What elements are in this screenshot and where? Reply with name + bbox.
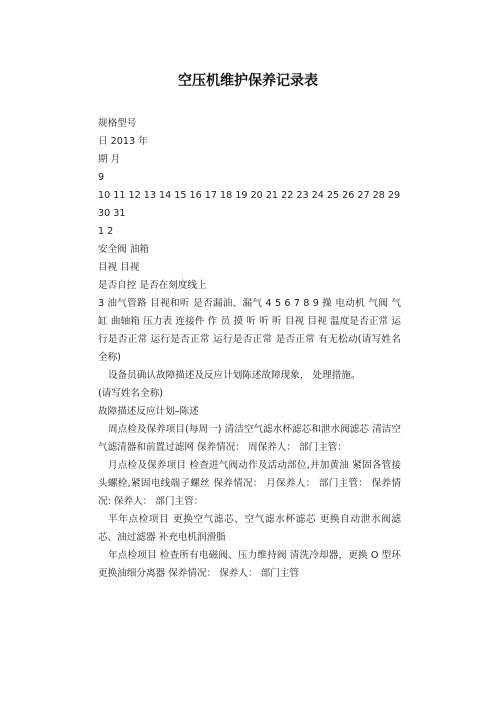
line-fault-description: 故障描述反应计划–陈述 [98, 406, 199, 417]
line-method-visual: 目视 目视 [98, 262, 140, 273]
line-annual-inspection: 年点检项目 检查所有电磁阀、压力维持阀 清洗冷却器，更换 O 型环 更换油细分离器 保养情况： 保养人： 部门主管 [98, 550, 401, 579]
line-equipment-confirm: 设备员确认故障描述及反应计划陈述故障现象， 处理措施。 [108, 370, 361, 381]
line-criteria: 是否自控 是否在刻度线上 [98, 280, 207, 291]
line-days-10-31: 10 11 12 13 14 15 16 17 18 19 20 21 22 23 24 25 26 27 28 29 30 31 [98, 190, 401, 219]
line-full-name-note: (请写姓名全称) [98, 388, 164, 399]
line-inspection-items: 3 油气管路 目视和听 是否漏油、漏气 4 5 6 7 8 9 操 电动机 气阀 气缸 曲轴箱 压力表 连接件 作 员 摸 听 听 听 目视 目视 温度是否正常 运行是否正常 运行是否正常 运行是否正常 是否正常 有无松动(请写姓名全称) [98, 298, 401, 363]
line-date-month: 期 月 [98, 154, 121, 165]
line-day-9: 9 [98, 172, 105, 183]
document-body [98, 115, 401, 583]
line-date-year: 日 2013 年 [98, 136, 148, 147]
line-days-1-2: 1 2 [98, 226, 114, 237]
document-title: 空压机维护保养记录表 [178, 73, 318, 89]
line-half-year-inspection: 半年点检项目 更换空气滤芯、空气滤水杯滤芯 更换自动泄水阀滤芯、油过滤器 补充电机润滑脂 [98, 514, 401, 543]
line-weekly-maintenance: 周点检及保养项目(每周一) 清洁空气滤水杯滤芯和泄水阀滤芯 清洁空气滤清器和前置过滤网 保养情况： 周保养人： 部门主管： [98, 424, 401, 453]
line-items-valve-tank: 安全阀 油箱 [98, 244, 150, 255]
line-monthly-maintenance: 月点检及保养项目 检查进气阀动作及活动部位,并加黄油 紧固各管接头螺栓,紧固电线端子螺丝 保养情况： 月保养人： 部门主管： 保养情况: 保养人： 部门主管： [98, 460, 401, 507]
line-spec-model: 规格型号 [98, 118, 137, 129]
